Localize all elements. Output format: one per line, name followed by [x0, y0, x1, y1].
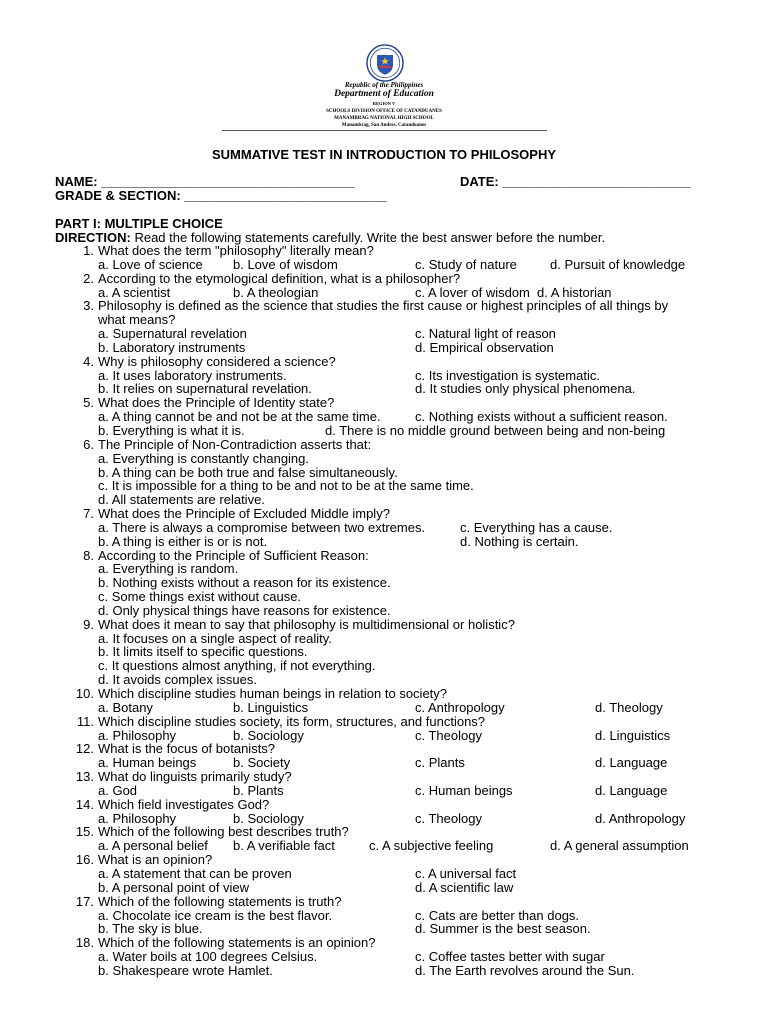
- letterhead-region: REGION V: [372, 101, 396, 106]
- choice-a: a. Love of science: [98, 256, 203, 272]
- choice-a: a. Supernatural revelation: [98, 326, 247, 342]
- choice-b: b. Society: [233, 755, 291, 771]
- question-text: According to the etymological definition, what is a philosopher?: [98, 270, 461, 286]
- choice-row: [0, 341, 768, 355]
- question-number: 8.: [83, 547, 94, 563]
- choice-b: b. Sociology: [233, 810, 304, 826]
- question-text: According to the Principle of Sufficient Reason:: [98, 547, 369, 563]
- letterhead-address: Manambrag, San Andres, Catanduanes: [341, 123, 427, 128]
- choice-a: a. God: [98, 782, 138, 798]
- choice-b: b. Nothing exists without a reason for its existence.: [98, 575, 391, 591]
- direction-body: Read the following statements carefully. Write the best answer before the number.: [130, 230, 606, 245]
- choice-a: a. Everything is constantly changing.: [98, 450, 310, 466]
- choice-b: b. Laboratory instruments: [98, 339, 246, 355]
- question-8: [0, 549, 768, 563]
- choice-row: [0, 632, 768, 646]
- question-number: 7.: [83, 506, 94, 522]
- question-number: 13.: [75, 769, 94, 785]
- choice-b: b. Sociology: [233, 727, 304, 743]
- choice-c: c. Its investigation is systematic.: [415, 367, 600, 383]
- choice-b: b. A personal point of view: [98, 879, 250, 895]
- choice-a: a. A statement that can be proven: [98, 865, 292, 881]
- choice-row: [0, 424, 768, 438]
- choice-row: [0, 410, 768, 424]
- question-text: What do linguists primarily study?: [98, 769, 292, 785]
- choice-a: a. Everything is random.: [98, 561, 239, 577]
- question-text: Philosophy is defined as the science that studies the first cause or highest principles of all things by: [98, 298, 669, 314]
- choice-d: d. A historian: [537, 284, 612, 300]
- question-15: [0, 825, 768, 839]
- choice-row: [0, 812, 768, 826]
- question-1: [0, 244, 768, 258]
- question-number: 3.: [83, 298, 94, 314]
- choice-row: [0, 701, 768, 715]
- choice-c: c. Theology: [415, 727, 482, 743]
- choice-b: b. Everything is what it is.: [98, 422, 245, 438]
- question-text: What does the term "philosophy" literally mean?: [98, 243, 374, 258]
- choice-c: c. Natural light of reason: [415, 326, 556, 342]
- choice-a: a. Philosophy: [98, 810, 177, 826]
- choice-d: d. There is no middle ground between being and non-being: [325, 422, 666, 438]
- choice-row: [0, 881, 768, 895]
- question-number: 12.: [75, 741, 94, 757]
- choice-d: d. A scientific law: [415, 879, 514, 895]
- choice-a: a. Water boils at 100 degrees Celsius.: [98, 949, 318, 965]
- choice-c: c. Some things exist without cause.: [98, 589, 302, 605]
- choice-b: b. Love of wisdom: [233, 256, 338, 272]
- choice-c: c. Nothing exists without a sufficient reason.: [415, 409, 668, 425]
- choice-c: c. A lover of wisdom: [415, 284, 530, 300]
- question-text: Which of the following best describes truth?: [98, 824, 349, 840]
- question-number: 6.: [83, 436, 94, 452]
- question-number: 15.: [75, 824, 94, 840]
- choice-row: [0, 922, 768, 936]
- choice-d: d. Nothing is certain.: [460, 533, 579, 549]
- choice-c: c. Coffee tastes better with sugar: [415, 949, 605, 965]
- question-list: [0, 244, 768, 978]
- question-number: 5.: [83, 395, 94, 411]
- question-text: The Principle of Non-Contradiction asserts that:: [98, 436, 372, 452]
- choice-a: a. A thing cannot be and not be at the same time.: [98, 409, 381, 425]
- question-text: Why is philosophy considered a science?: [98, 353, 336, 369]
- choice-row: [0, 659, 768, 673]
- choice-c: c. Human beings: [415, 782, 513, 798]
- choice-a: a. Human beings: [98, 755, 197, 771]
- choice-b: b. A verifiable fact: [233, 838, 335, 854]
- choice-d: d. Language: [595, 755, 668, 771]
- choice-d: d. Pursuit of knowledge: [550, 256, 686, 272]
- choice-row: [0, 258, 768, 272]
- choice-d: d. Summer is the best season.: [415, 921, 591, 937]
- question-11: [0, 715, 768, 729]
- grade-section-field[interactable]: GRADE & SECTION: ____________________________: [55, 188, 387, 203]
- question-text: Which discipline studies society, its form, structures, and functions?: [98, 713, 486, 729]
- direction-label: DIRECTION:: [55, 230, 131, 245]
- choice-c: c. Theology: [415, 810, 482, 826]
- question-number: 4.: [83, 353, 94, 369]
- choice-b: b. A thing can be both true and false simultaneously.: [98, 464, 398, 480]
- choice-d: d. The Earth revolves around the Sun.: [415, 962, 635, 978]
- question-10: [0, 687, 768, 701]
- question-18: [0, 936, 768, 950]
- choice-a: a. There is always a compromise between two extremes.: [98, 519, 426, 535]
- choice-c: c. It is impossible for a thing to be and not to be at the same time.: [98, 478, 474, 494]
- choice-row: [0, 950, 768, 964]
- letterhead-department: Department of Education: [334, 89, 434, 99]
- letterhead-divider: [222, 130, 547, 131]
- letterhead-republic: Republic of the Philippines: [344, 81, 424, 89]
- choice-d: d. Anthropology: [595, 810, 686, 826]
- question-text: What does the Principle of Excluded Middle imply?: [98, 506, 390, 522]
- question-14: [0, 798, 768, 812]
- question-text: What is an opinion?: [98, 852, 213, 868]
- question-text: Which of the following statements is truth?: [98, 893, 342, 909]
- choice-row: [0, 645, 768, 659]
- choice-row: [0, 756, 768, 770]
- question-text: Which field investigates God?: [98, 796, 270, 812]
- part-heading: PART I: MULTIPLE CHOICE: [55, 216, 223, 231]
- choice-row: [0, 327, 768, 341]
- choice-c: c. A subjective feeling: [369, 838, 494, 854]
- choice-b: b. It limits itself to specific questions.: [98, 644, 308, 660]
- question-2: [0, 272, 768, 286]
- question-text: Which discipline studies human beings in relation to society?: [98, 686, 448, 701]
- choice-a: a. Chocolate ice cream is the best flavor.: [98, 907, 333, 923]
- choice-c: c. Anthropology: [415, 699, 505, 715]
- choice-row: [0, 466, 768, 480]
- choice-row: [0, 839, 768, 853]
- choice-c: c. Cats are better than dogs.: [415, 907, 580, 923]
- choice-c: c. It questions almost anything, if not everything.: [98, 658, 376, 674]
- choice-b: b. A theologian: [233, 284, 319, 300]
- letterhead-division: SCHOOLS DIVISION OFFICE OF CATANDUANES: [326, 109, 442, 114]
- question-number: 14.: [75, 796, 94, 812]
- choice-c: c. A universal fact: [415, 865, 517, 881]
- question-16: [0, 853, 768, 867]
- choice-row: [0, 493, 768, 507]
- choice-row: [0, 729, 768, 743]
- choice-row: [0, 369, 768, 383]
- choice-a: a. It focuses on a single aspect of reality.: [98, 630, 332, 646]
- choice-a: a. A scientist: [98, 284, 171, 300]
- choice-row: [0, 964, 768, 978]
- question-continuation: [0, 313, 768, 327]
- question-number: 2.: [83, 270, 94, 286]
- question-13: [0, 770, 768, 784]
- choice-d: d. A general assumption: [550, 838, 689, 854]
- choice-row: [0, 867, 768, 881]
- question-number: 1.: [83, 243, 94, 258]
- choice-row: [0, 673, 768, 687]
- choice-b: b. Linguistics: [233, 699, 309, 715]
- question-number: 11.: [76, 713, 94, 729]
- choice-b: b. Plants: [233, 782, 284, 798]
- choice-a: a. A personal belief: [98, 838, 208, 854]
- choice-row: [0, 452, 768, 466]
- question-12: [0, 742, 768, 756]
- choice-d: d. Language: [595, 782, 668, 798]
- choice-a: a. Philosophy: [98, 727, 177, 743]
- question-number: 9.: [83, 616, 94, 632]
- question-text: What is the focus of botanists?: [98, 741, 276, 757]
- choice-d: d. All statements are relative.: [98, 492, 265, 508]
- choice-c: c. Everything has a cause.: [460, 519, 613, 535]
- choice-row: [0, 909, 768, 923]
- choice-b: b. A thing is either is or is not.: [98, 533, 268, 549]
- letterhead-school: MANAMBRAG NATIONAL HIGH SCHOOL: [334, 116, 434, 121]
- question-text: What does it mean to say that philosophy is multidimensional or holistic?: [98, 616, 515, 632]
- choice-d: d. Theology: [595, 699, 663, 715]
- choice-row: [0, 535, 768, 549]
- question-4: [0, 355, 768, 369]
- question-text: Which of the following statements is an opinion?: [98, 935, 376, 951]
- page-title: SUMMATIVE TEST IN INTRODUCTION TO PHILOSOPHY: [211, 147, 557, 162]
- deped-seal-logo: [366, 44, 404, 82]
- choice-a: a. It uses laboratory instruments.: [98, 367, 287, 383]
- question-number: 10.: [75, 686, 94, 701]
- choice-row: [0, 562, 768, 576]
- choice-d: d. It studies only physical phenomena.: [415, 381, 636, 397]
- date-field[interactable]: DATE: __________________________: [460, 174, 691, 189]
- choice-row: [0, 576, 768, 590]
- question-17: [0, 895, 768, 909]
- choice-row: [0, 286, 768, 300]
- choice-c: c. Study of nature: [415, 256, 517, 272]
- choice-row: [0, 604, 768, 618]
- question-text: What does the Principle of Identity state?: [98, 395, 335, 411]
- choice-b: b. Shakespeare wrote Hamlet.: [98, 962, 273, 978]
- question-9: [0, 618, 768, 632]
- question-5: [0, 396, 768, 410]
- question-text-cont: what means?: [98, 312, 176, 328]
- choice-row: [0, 382, 768, 396]
- choice-d: d. It avoids complex issues.: [98, 672, 257, 688]
- choice-row: [0, 784, 768, 798]
- question-3: [0, 299, 768, 313]
- choice-b: b. The sky is blue.: [98, 921, 203, 937]
- question-7: [0, 507, 768, 521]
- question-number: 18.: [75, 935, 94, 951]
- choice-row: [0, 590, 768, 604]
- choice-c: c. Plants: [415, 755, 465, 771]
- question-6: [0, 438, 768, 452]
- name-field[interactable]: NAME: ___________________________________: [55, 174, 355, 189]
- choice-a: a. Botany: [98, 699, 153, 715]
- question-number: 16.: [75, 852, 94, 868]
- choice-d: d. Linguistics: [595, 727, 671, 743]
- choice-row: [0, 521, 768, 535]
- choice-b: b. It relies on supernatural revelation.: [98, 381, 312, 397]
- choice-d: d. Empirical observation: [415, 339, 554, 355]
- question-number: 17.: [75, 893, 94, 909]
- choice-row: [0, 479, 768, 493]
- choice-d: d. Only physical things have reasons for existence.: [98, 602, 391, 618]
